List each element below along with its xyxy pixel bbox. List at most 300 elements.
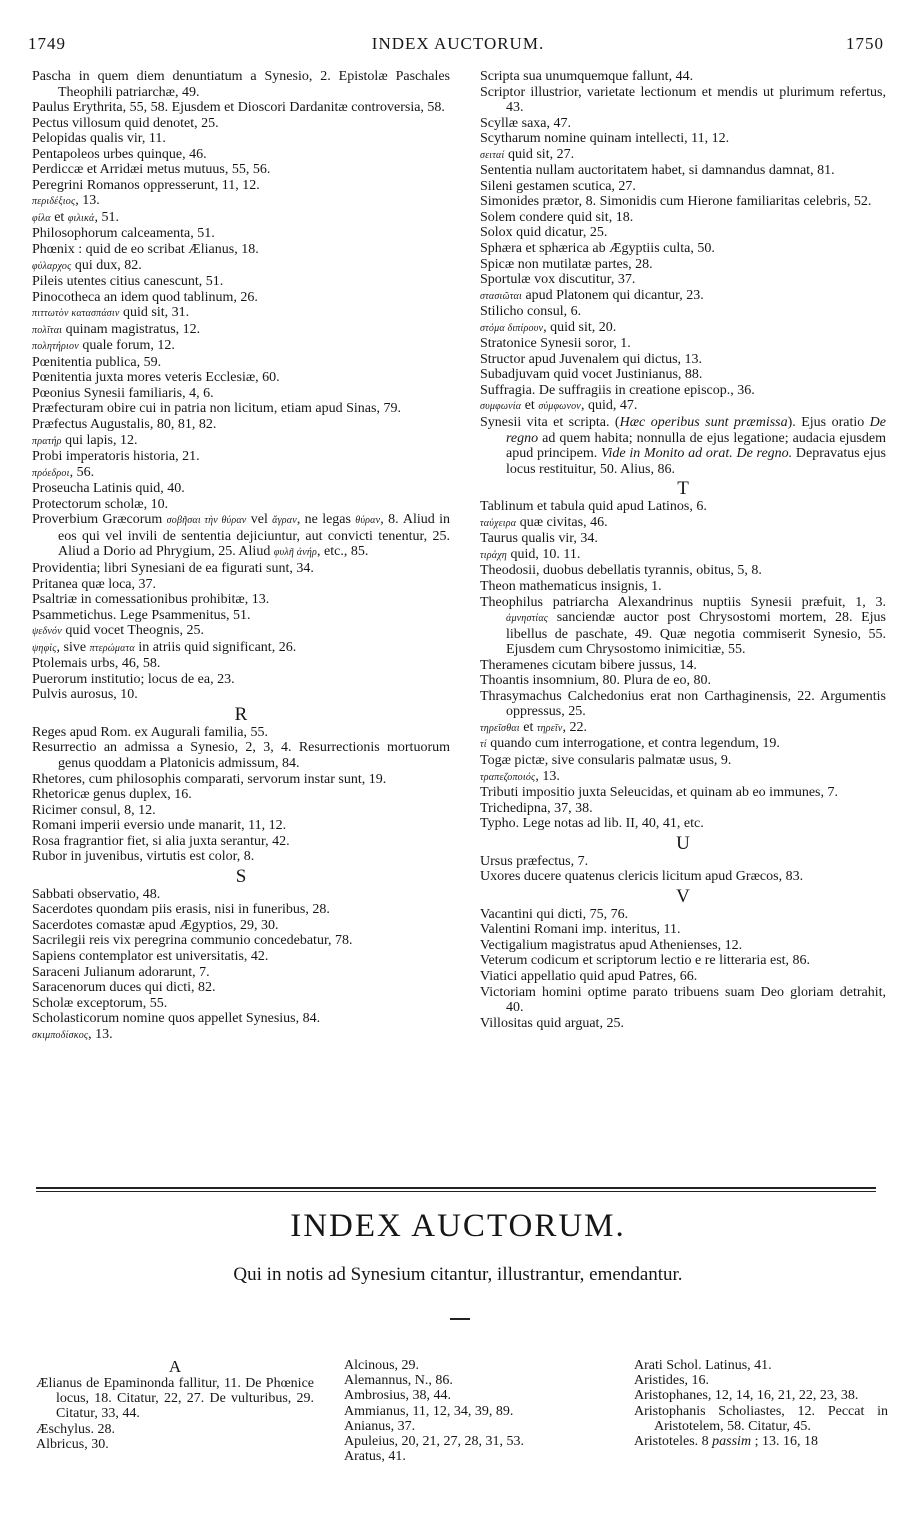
index-entry bbox=[32, 834, 450, 850]
index-entry bbox=[32, 787, 450, 803]
greek-term: φίλα bbox=[32, 212, 51, 224]
entry-text: Perdiccæ et Arridæi metus mutuus, 55, 56. bbox=[32, 162, 271, 178]
section-rule bbox=[36, 1187, 876, 1189]
index-entry bbox=[32, 147, 450, 163]
greek-term: σύμφωνον bbox=[538, 401, 581, 413]
entry-text: Ammianus, 11, 12, 34, 39, 89. bbox=[344, 1403, 514, 1419]
entry-text: et bbox=[519, 719, 537, 735]
entry-text: quid sit, 31. bbox=[119, 305, 190, 321]
index-entry bbox=[32, 803, 450, 819]
entry-text: Proseucha Latinis quid, 40. bbox=[32, 481, 185, 497]
entry-text: Tributi impositio juxta Seleucidas, et quinam ab eo immunes, 7. bbox=[480, 785, 839, 801]
entry-text: Pentapoleos urbes quinque, 46. bbox=[32, 146, 207, 162]
index-entry bbox=[32, 512, 450, 561]
index-entry bbox=[480, 907, 886, 923]
entry-text: Theodosii, duobus debellatis tyrannis, obitus, 5, 8. bbox=[480, 563, 762, 579]
greek-term: τηρεῖν bbox=[536, 722, 563, 734]
greek-term: ταύχειρα bbox=[480, 517, 517, 529]
entry-text: et bbox=[521, 398, 539, 414]
entry-text: Pectus villosum quid denotet, 25. bbox=[32, 115, 219, 131]
index-entry bbox=[344, 1373, 606, 1388]
entry-text: Peregrini Romanos oppresserunt, 11, 12. bbox=[32, 177, 260, 193]
index-entry bbox=[32, 258, 450, 275]
entry-text: , etc., 85. bbox=[317, 544, 369, 560]
greek-term: τί bbox=[480, 739, 487, 751]
index-entry bbox=[32, 608, 450, 624]
entry-text: Depravatus ejus locus restituitur, 50. Alius, 86. bbox=[506, 446, 886, 477]
greek-term: στόμα διπίρουν bbox=[480, 322, 544, 334]
index-entry bbox=[480, 288, 886, 305]
entry-text: Sacerdotes comastæ apud Ægyptios, 29, 30. bbox=[32, 917, 279, 933]
entry-text: quando cum interrogatione, et contra legendum, 19. bbox=[486, 736, 780, 752]
entry-text: Theophilus patriarcha Alexandrinus nuptiis Synesii præfuit, 1, 3. bbox=[480, 594, 886, 610]
entry-text: quid sit, 27. bbox=[504, 146, 575, 162]
entry-text: Rubor in juvenibus, virtutis est color, 8. bbox=[32, 849, 255, 865]
greek-term: πιττωτὸν κατασπάσιν bbox=[32, 308, 120, 320]
entry-text: , 22. bbox=[562, 719, 588, 735]
entry-text: Ambrosius, 38, 44. bbox=[344, 1388, 451, 1404]
entry-text: Romani imperii eversio unde manarit, 11, 12. bbox=[32, 818, 287, 834]
entry-text: quale forum, 12. bbox=[78, 338, 175, 354]
index-entry bbox=[32, 100, 450, 116]
entry-text: Puerorum institutio; locus de ea, 23. bbox=[32, 671, 235, 687]
entry-text: , sive bbox=[56, 639, 90, 655]
entry-text: quinam magistratus, 12. bbox=[62, 321, 201, 337]
index-entry bbox=[32, 274, 450, 290]
entry-text: quid, 10. 11. bbox=[506, 546, 581, 562]
entry-text: , 13. bbox=[535, 768, 560, 784]
entry-text: Suffragia. De suffragiis in creatione episcop., 36. bbox=[480, 382, 755, 398]
index-entry bbox=[480, 689, 886, 720]
index-entry bbox=[480, 769, 886, 786]
italic-text: De regno bbox=[506, 415, 886, 446]
index-entry bbox=[32, 193, 450, 210]
entry-text: Pœnitentia publica, 59. bbox=[32, 354, 162, 370]
index-entry bbox=[480, 499, 886, 515]
index-entry bbox=[480, 563, 886, 579]
entry-text: , 8. Aliud in eos qui vel invili de sententia dejiciuntur, aut convicti tenentur, 25. Aliud a Dorio ad Phrygium, 25. Aliud bbox=[58, 512, 450, 560]
entry-text: , 51. bbox=[94, 209, 119, 225]
entry-text: Thoantis insomnium, 80. Plura de eo, 80. bbox=[480, 673, 711, 689]
index-entry bbox=[480, 953, 886, 969]
entry-text: ; 13. 16, 18 bbox=[751, 1434, 818, 1450]
greek-term: θύραν bbox=[355, 515, 381, 527]
index-entry bbox=[480, 131, 886, 147]
entry-text: Vectigalium magistratus apud Athenienses, 12. bbox=[480, 937, 743, 953]
index-entry bbox=[344, 1404, 606, 1419]
greek-term: περιδέξιος bbox=[32, 196, 76, 208]
entry-text: Valentini Romani imp. interitus, 11. bbox=[480, 922, 681, 938]
index-entry bbox=[32, 1027, 450, 1044]
entry-text: Pelopidas qualis vir, 11. bbox=[32, 131, 166, 147]
index-entry bbox=[32, 433, 450, 450]
index-entry bbox=[32, 417, 450, 433]
greek-term: ψηφὶς bbox=[32, 642, 57, 654]
entry-text: Sacrilegii reis vix peregrina communio concedebatur, 78. bbox=[32, 933, 353, 949]
entry-text: Scyllæ saxa, 47. bbox=[480, 115, 571, 131]
entry-text: Pritanea quæ loca, 37. bbox=[32, 576, 157, 592]
index-entry bbox=[634, 1388, 888, 1403]
index-entry bbox=[480, 367, 886, 383]
greek-term: τηρεῖσθαι bbox=[480, 722, 520, 734]
entry-text: Stilicho consul, 6. bbox=[480, 304, 582, 320]
entry-text: Scytharum nomine quinam intellecti, 11, 12. bbox=[480, 131, 730, 147]
authors-column-1 bbox=[36, 1358, 314, 1452]
entry-text: Philosophorum calceamenta, 51. bbox=[32, 226, 215, 242]
entry-text: Typho. Lege notas ad lib. II, 40, 41, etc. bbox=[480, 816, 704, 832]
entry-text: Pœnitentia juxta mores veteris Ecclesiæ, 60. bbox=[32, 370, 280, 386]
index-entry bbox=[32, 322, 450, 339]
index-entry bbox=[480, 225, 886, 241]
entry-text: Ursus præfectus, 7. bbox=[480, 853, 589, 869]
entry-text: ). Ejus oratio bbox=[787, 415, 870, 431]
greek-term: σειταί bbox=[480, 149, 505, 161]
greek-term: φύλαρχος bbox=[32, 260, 72, 272]
greek-term: πτερώματα bbox=[89, 642, 135, 654]
index-letter-heading: V bbox=[676, 885, 690, 907]
entry-text: Vacantini qui dicti, 75, 76. bbox=[480, 906, 629, 922]
index-entry bbox=[32, 69, 450, 100]
index-entry bbox=[344, 1434, 606, 1449]
entry-text: Victoriam homini optime parato tribuens suam Deo gloriam detrahit, 40. bbox=[480, 984, 886, 1016]
entry-text: Scholæ exceptorum, 55. bbox=[32, 995, 168, 1011]
italic-text: passim bbox=[712, 1434, 752, 1450]
index-entry bbox=[32, 178, 450, 194]
index-entry bbox=[480, 720, 886, 737]
index-entry bbox=[480, 69, 886, 85]
entry-text: ad quem habita; nonnulla de ejus legatione; audacia ejusdem apud principem. bbox=[506, 430, 886, 462]
index-entry bbox=[480, 922, 886, 938]
entry-text: Thrasymachus Calchedonius erat non Carthaginensis, 22. Argumentis oppressus, 25. bbox=[480, 688, 886, 720]
index-entry bbox=[36, 1437, 314, 1452]
index-entry bbox=[32, 226, 450, 242]
index-entry bbox=[32, 401, 450, 417]
entry-text: Uxores ducere quatenus clericis licitum apud Græcos, 83. bbox=[480, 869, 804, 885]
index-entry bbox=[344, 1388, 606, 1403]
greek-term: φιλικά bbox=[67, 212, 95, 224]
entry-text: Æschylus. 28. bbox=[36, 1421, 115, 1437]
index-entry bbox=[32, 577, 450, 593]
index-entry bbox=[32, 386, 450, 402]
entry-text: qui lapis, 12. bbox=[61, 432, 138, 448]
entry-text: Psammetichus. Lege Psammenitus, 51. bbox=[32, 607, 251, 623]
greek-term: ἄγραν bbox=[272, 515, 297, 527]
index-entry bbox=[32, 465, 450, 482]
entry-text: , 56. bbox=[69, 464, 95, 480]
index-entry bbox=[32, 242, 450, 258]
entry-text: in atriis quid significant, 26. bbox=[134, 639, 297, 655]
index-entry bbox=[344, 1358, 606, 1373]
entry-text: Tablinum et tabula quid apud Latinos, 6. bbox=[480, 499, 707, 515]
index-entry bbox=[32, 725, 450, 741]
entry-text: Providentia; libri Synesiani de ea figurati sunt, 34. bbox=[32, 560, 314, 576]
entry-text: Pinocotheca an idem quod tablinum, 26. bbox=[32, 289, 258, 305]
entry-text: Scripta sua unumquemque fallunt, 44. bbox=[480, 69, 694, 84]
index-entry bbox=[32, 370, 450, 386]
entry-text: Subadjuvam quid vocet Justinianus, 88. bbox=[480, 367, 703, 383]
italic-text: Hæc operibus sunt præmissa bbox=[619, 415, 788, 431]
index-entry bbox=[480, 985, 886, 1016]
entry-text: Resurrectio an admissa a Synesio, 2, 3, 4. Resurrectionis mortuorum genus quoddam a Platonicis admissum, 84. bbox=[32, 740, 450, 771]
index-entry bbox=[480, 398, 886, 415]
index-entry bbox=[480, 383, 886, 399]
index-entry bbox=[480, 85, 886, 116]
entry-text: Trichedipna, 37, 38. bbox=[480, 800, 593, 816]
entry-text: Pileis utentes citius canescunt, 51. bbox=[32, 274, 224, 290]
index-entry bbox=[480, 210, 886, 226]
entry-text: vel bbox=[246, 512, 273, 528]
greek-term: σκιμποδίσκος bbox=[32, 1029, 89, 1041]
index-entry bbox=[32, 210, 450, 227]
page-number-right: 1750 bbox=[846, 34, 884, 53]
index-entry bbox=[480, 938, 886, 954]
index-entry bbox=[480, 531, 886, 547]
entry-text: Albricus, 30. bbox=[36, 1436, 109, 1452]
greek-term: φυλῆ ἀνήρ bbox=[273, 547, 317, 559]
index-entry bbox=[480, 336, 886, 352]
entry-text: Togæ pictæ, sive consularis palmatæ usus, 9. bbox=[480, 752, 732, 768]
entry-text: quæ civitas, 46. bbox=[516, 514, 608, 530]
entry-text: Aristides, 16. bbox=[634, 1373, 710, 1389]
entry-text: Ælianus de Epaminonda fallitur, 11. De Phœnice locus, 18. Citatur, 22, 27. De vulturibus, 29. Citatur, 33, 44. bbox=[36, 1376, 314, 1422]
greek-term: στασιῶται bbox=[480, 290, 522, 302]
index-entry bbox=[480, 304, 886, 320]
index-entry bbox=[32, 818, 450, 834]
section-title: INDEX AUCTORUM. bbox=[290, 1208, 626, 1244]
entry-text: Structor apud Juvenalem qui dictus, 13. bbox=[480, 351, 703, 367]
index-entry bbox=[36, 1376, 314, 1422]
index-entry bbox=[32, 305, 450, 322]
entry-text: qui dux, 82. bbox=[71, 257, 142, 273]
entry-text: Aratus, 41. bbox=[344, 1449, 406, 1465]
entry-text: Saracenorum duces qui dicti, 82. bbox=[32, 980, 216, 996]
entry-text: Alcinous, 29. bbox=[344, 1358, 420, 1373]
index-entry bbox=[32, 338, 450, 355]
entry-text: , quid, 47. bbox=[580, 398, 638, 414]
entry-text: Synesii vita et scripta. ( bbox=[480, 415, 620, 431]
entry-text: Phœnix : quid de eo scribat Ælianus, 18. bbox=[32, 242, 259, 258]
index-entry bbox=[480, 854, 886, 870]
index-entry bbox=[32, 772, 450, 788]
index-entry bbox=[480, 547, 886, 564]
index-entry bbox=[32, 849, 450, 865]
index-entry bbox=[32, 481, 450, 497]
index-entry bbox=[32, 949, 450, 965]
entry-text: Præfecturam obire cui in patria non licitum, etiam apud Sinas, 79. bbox=[32, 401, 401, 417]
entry-text: Arati Schol. Latinus, 41. bbox=[634, 1358, 772, 1373]
index-entry bbox=[480, 673, 886, 689]
index-entry bbox=[32, 131, 450, 147]
index-entry bbox=[36, 1422, 314, 1437]
entry-text: Solem condere quid sit, 18. bbox=[480, 209, 634, 225]
index-entry bbox=[480, 147, 886, 164]
index-entry bbox=[32, 592, 450, 608]
entry-text: Scholasticorum nomine quos appellet Synesius, 84. bbox=[32, 1011, 321, 1027]
index-entry bbox=[32, 449, 450, 465]
index-entry bbox=[32, 116, 450, 132]
index-column-right bbox=[480, 69, 886, 1031]
entry-text: Paulus Erythrita, 55, 58. Ejusdem et Dioscori Dardanitæ controversia, 58. bbox=[32, 100, 445, 116]
index-entry bbox=[634, 1373, 888, 1388]
entry-text: Psaltriæ in comessationibus prohibitæ, 13. bbox=[32, 592, 270, 608]
index-entry bbox=[32, 902, 450, 918]
running-header bbox=[0, 34, 916, 56]
index-entry bbox=[480, 116, 886, 132]
entry-text: Viatici appellatio quid apud Patres, 66. bbox=[480, 968, 698, 984]
greek-term: ἀμνηστίας bbox=[506, 613, 549, 625]
entry-text: Anianus, 37. bbox=[344, 1418, 416, 1434]
entry-text: Probi imperatoris historia, 21. bbox=[32, 449, 200, 465]
entry-text: Rosa fragrantior fiet, si alia juxta serantur, 42. bbox=[32, 833, 290, 849]
title-dash bbox=[450, 1318, 470, 1320]
authors-column-2 bbox=[344, 1358, 606, 1464]
greek-term: πρατήρ bbox=[32, 435, 62, 447]
index-entry bbox=[480, 869, 886, 885]
entry-text: , ne legas bbox=[296, 512, 356, 528]
index-entry bbox=[480, 595, 886, 658]
running-title: INDEX AUCTORUM. bbox=[371, 34, 545, 53]
index-entry bbox=[32, 672, 450, 688]
entry-text: , quid sit, 20. bbox=[543, 319, 617, 335]
entry-text: Ricimer consul, 8, 12. bbox=[32, 802, 156, 818]
entry-text: quid vocet Theognis, 25. bbox=[61, 623, 204, 639]
index-entry bbox=[634, 1358, 888, 1373]
index-letter-heading: R bbox=[234, 703, 248, 725]
italic-text: Vide in Monito ad orat. De regno. bbox=[600, 446, 793, 462]
index-entry bbox=[480, 515, 886, 532]
index-entry bbox=[344, 1419, 606, 1434]
index-entry bbox=[480, 736, 886, 753]
index-entry bbox=[344, 1449, 606, 1464]
index-entry bbox=[480, 257, 886, 273]
index-entry bbox=[634, 1404, 888, 1434]
entry-text: Theramenes cicutam bibere jussus, 14. bbox=[480, 657, 697, 673]
index-entry bbox=[32, 933, 450, 949]
entry-text: Saraceni Julianum adorarunt, 7. bbox=[32, 964, 210, 980]
index-entry bbox=[480, 785, 886, 801]
entry-text: , 13. bbox=[75, 193, 100, 209]
section-subtitle: Qui in notis ad Synesium citantur, illustrantur, emendantur. bbox=[233, 1264, 683, 1285]
greek-term: συμφωνία bbox=[480, 401, 522, 413]
entry-text: , 13. bbox=[88, 1026, 113, 1042]
entry-text: Theon mathematicus insignis, 1. bbox=[480, 578, 662, 594]
index-entry bbox=[480, 753, 886, 769]
entry-text: Sphæra et sphærica ab Ægyptiis culta, 50. bbox=[480, 241, 715, 257]
entry-text: Spicæ non mutilatæ partes, 28. bbox=[480, 256, 653, 272]
greek-term: τραπεζοποιός bbox=[480, 771, 536, 783]
greek-term: πολητήριον bbox=[32, 341, 79, 353]
index-entry bbox=[480, 579, 886, 595]
index-column-left bbox=[32, 69, 450, 1043]
entry-text: Apuleius, 20, 21, 27, 28, 31, 53. bbox=[344, 1434, 525, 1450]
index-entry bbox=[480, 194, 886, 210]
index-entry bbox=[32, 656, 450, 672]
index-entry bbox=[480, 320, 886, 337]
entry-text: Simonides prætor, 8. Simonidis cum Hierone familiaritas celebris, 52. bbox=[480, 194, 872, 210]
entry-text: Pascha in quem diem denuntiatum a Synesio, 2. Epistolæ Paschales Theophili patriarchæ, 49. bbox=[32, 69, 450, 100]
greek-term: πρόεδροι bbox=[32, 467, 70, 479]
index-entry bbox=[634, 1434, 888, 1449]
entry-text: Solox quid dicatur, 25. bbox=[480, 225, 608, 241]
entry-text: Ptolemais urbs, 46, 58. bbox=[32, 656, 161, 672]
greek-term: ψεδνόν bbox=[32, 626, 62, 638]
entry-text: Aristophanes, 12, 14, 16, 21, 22, 23, 38. bbox=[634, 1388, 859, 1404]
index-entry bbox=[32, 740, 450, 771]
entry-text: Villositas quid arguat, 25. bbox=[480, 1015, 624, 1031]
entry-text: Reges apud Rom. ex Augurali familia, 55. bbox=[32, 724, 269, 740]
authors-column-3 bbox=[634, 1358, 888, 1449]
entry-text: Pulvis aurosus, 10. bbox=[32, 687, 138, 703]
greek-term: πολῖται bbox=[32, 324, 63, 336]
index-entry bbox=[480, 163, 886, 179]
index-entry bbox=[480, 816, 886, 832]
index-entry bbox=[32, 918, 450, 934]
index-letter-heading: T bbox=[677, 478, 689, 500]
entry-text: Protectorum scholæ, 10. bbox=[32, 496, 169, 512]
index-letter-heading: A bbox=[168, 1357, 182, 1376]
index-entry bbox=[32, 980, 450, 996]
entry-text: Stratonice Synesii soror, 1. bbox=[480, 336, 631, 352]
index-entry bbox=[480, 241, 886, 257]
entry-text: Sabbati observatio, 48. bbox=[32, 886, 161, 902]
entry-text: et bbox=[50, 209, 68, 225]
entry-text: Aristoteles. 8 bbox=[634, 1434, 713, 1450]
index-entry bbox=[480, 658, 886, 674]
index-entry bbox=[480, 801, 886, 817]
index-entry bbox=[32, 965, 450, 981]
entry-text: Taurus qualis vir, 34. bbox=[480, 531, 598, 547]
entry-text: Proverbium Græcorum bbox=[32, 512, 167, 528]
index-entry bbox=[480, 1016, 886, 1032]
index-entry bbox=[480, 969, 886, 985]
index-letter-heading: U bbox=[676, 832, 690, 854]
entry-text: Sileni gestamen scutica, 27. bbox=[480, 178, 636, 194]
section-rule-thin bbox=[36, 1191, 876, 1192]
index-entry bbox=[32, 640, 450, 657]
index-letter-heading: S bbox=[235, 865, 247, 887]
index-entry bbox=[32, 162, 450, 178]
entry-text: Sacerdotes quondam piis erasis, nisi in funeribus, 28. bbox=[32, 902, 330, 918]
index-entry bbox=[480, 179, 886, 195]
entry-text: Sententia nullam auctoritatem habet, si damnandus damnat, 81. bbox=[480, 163, 835, 179]
entry-text: apud Platonem qui dicantur, 23. bbox=[521, 287, 704, 303]
index-entry bbox=[480, 272, 886, 288]
index-entry bbox=[480, 415, 886, 477]
index-entry bbox=[480, 352, 886, 368]
entry-text: Pœonius Synesii familiaris, 4, 6. bbox=[32, 385, 214, 401]
entry-text: Veterum codicum et scriptorum lectio e re litteraria est, 86. bbox=[480, 953, 811, 969]
entry-text: Rhetores, cum philosophis comparati, servorum instar sunt, 19. bbox=[32, 771, 387, 787]
entry-text: Scriptor illustrior, varietate lectionum et mendis ut plurimum refertus, 43. bbox=[480, 84, 886, 116]
greek-term: σοβῆσαι τὴν θύραν bbox=[166, 515, 247, 527]
page-number-left: 1749 bbox=[28, 34, 66, 53]
index-entry bbox=[32, 687, 450, 703]
entry-text: Alemannus, N., 86. bbox=[344, 1373, 453, 1389]
index-entry bbox=[32, 497, 450, 513]
entry-text: Præfectus Augustalis, 80, 81, 82. bbox=[32, 417, 217, 433]
entry-text: Aristophanis Scholiastes, 12. Peccat in Aristotelem, 58. Citatur, 45. bbox=[634, 1403, 888, 1434]
index-entry bbox=[32, 1011, 450, 1027]
entry-text: Sportulæ vox discutitur, 37. bbox=[480, 272, 636, 288]
entry-text: Rhetoricæ genus duplex, 16. bbox=[32, 787, 192, 803]
entry-text: Sapiens contemplator est universitatis, 42. bbox=[32, 948, 269, 964]
index-entry bbox=[32, 355, 450, 371]
index-entry bbox=[32, 996, 450, 1012]
index-entry bbox=[32, 290, 450, 306]
index-entry bbox=[32, 887, 450, 903]
index-entry bbox=[32, 623, 450, 640]
entry-text: sanciendæ auctor post Chrysostomi mortem, 28. Ejus libellus de paschate, 49. Quæ negotia commiserit Synesio, 55. Ejusdem cum Chrysostomo inimicitiæ, 55. bbox=[506, 610, 886, 658]
